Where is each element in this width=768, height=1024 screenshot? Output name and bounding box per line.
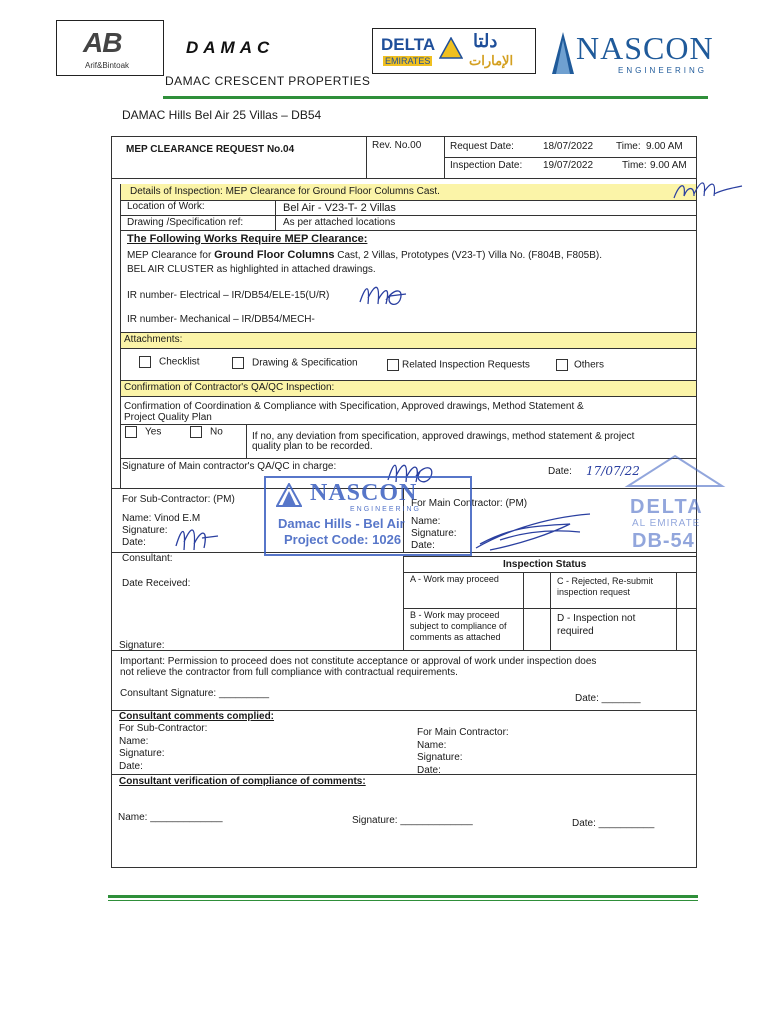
complied-signature: Signature: [119,748,165,759]
inspection-date-label: Inspection Date: [450,160,523,171]
consultant-signature-label: Signature: [119,640,165,651]
main-contractor-label: For Main Contractor: (PM) [411,498,528,509]
drawing-value: As per attached locations [283,217,396,228]
divider [550,572,551,650]
delta-emirates-logo [372,28,536,74]
divider [120,200,697,201]
yes-label: Yes [145,426,162,438]
date-received-label: Date Received: [122,578,191,589]
nascon-logo [552,30,712,78]
no-label: No [210,426,223,438]
nascon-logo-subtext: ENGINEERING [618,66,708,75]
related-checkbox[interactable] [387,359,399,371]
main-contractor-name: Name: [411,516,441,527]
status-c: C - Rejected, Re-submit inspection request [557,576,654,597]
approval-initials [672,176,744,204]
qaqc-date-value: 17/07/22 [586,464,640,478]
delta-logo-ar-sub: الإمارات [469,53,514,68]
others-label: Others [574,359,605,371]
inspection-status-heading: Inspection Status [503,559,587,570]
complied-main-name: Name: [417,740,447,751]
request-date: 18/07/2022 [543,141,594,152]
footer-rule [108,895,698,898]
nascon-triangle-icon [552,32,574,74]
verification-signature[interactable]: Signature: _____________ [352,815,473,826]
inspection-date: 19/07/2022 [543,160,594,171]
complied-main-date: Date: [417,765,441,776]
delta-stamp-line2: AL EMIRATE [632,518,701,529]
status-b: B - Work may proceed subject to compliance of comments as attached [410,610,507,642]
main-contractor-date: Date: [411,540,435,551]
complied-heading: Consultant comments complied: [119,711,275,722]
complied-date: Date: [119,761,143,772]
divider [403,556,697,557]
works-line1 [127,249,602,261]
sub-contractor-name: Name: Vinod E.M [122,513,201,524]
time2-value: 9.00 AM [650,160,687,171]
qaqc-date-label: Date: [548,466,572,477]
divider [120,230,121,332]
delta-stamp-triangle-icon [622,452,728,488]
qaqc-heading: Confirmation of Contractor's QA/QC Inspection: [124,382,335,393]
time1-value: 9.00 AM [646,141,683,152]
ab-logo-text: AB [83,27,122,58]
deviation-line2: quality plan to be recorded. [252,441,373,452]
no-option [190,426,223,438]
works-line2: BEL AIR CLUSTER as highlighted in attached drawings. [127,264,376,275]
divider [120,380,697,381]
divider [403,608,697,609]
attachments-bg [120,332,696,348]
divider [111,178,697,179]
related-label: Related Inspection Requests [402,359,530,371]
nascon-logo-text: NASCON [576,30,714,66]
sub-contractor-signature: Signature: [122,525,168,536]
nascon-stamp-subtext: ENGINEERING [350,506,422,513]
divider [120,332,697,333]
verification-name[interactable]: Name: _____________ [118,812,223,823]
divider [111,774,697,775]
no-checkbox[interactable] [190,426,202,438]
main-contractor-signature-ink [470,504,598,556]
checklist-option [139,356,200,368]
delta-triangle-icon [439,37,463,59]
related-option [387,359,530,371]
consultant-date-field[interactable]: Date: _______ [575,693,641,704]
verification-date[interactable]: Date: __________ [572,818,655,829]
rev-no: Rev. No.00 [372,140,422,151]
delta-stamp [622,452,728,556]
request-title: MEP CLEARANCE REQUEST No.04 [126,144,295,155]
details-heading: Details of Inspection: MEP Clearance for Ground Floor Columns Cast. [130,186,440,197]
checklist-checkbox[interactable] [139,356,151,368]
delta-logo-ar: دلتا [473,31,498,51]
delta-stamp-line3: DB-54 [632,530,695,552]
complied-main-label: For Main Contractor: [417,727,509,738]
divider [246,424,247,458]
divider [120,230,697,231]
location-label: Location of Work: [127,201,205,212]
ir-mechanical: IR number- Mechanical – IR/DB54/MECH- [127,314,315,325]
company-name: DAMAC CRESCENT PROPERTIES [165,74,371,88]
deviation-line1: If no, any deviation from specification, approved drawings, method statement & project [252,431,635,442]
damac-logo: DAMAC [186,38,275,57]
attachments-heading: Attachments: [124,334,183,345]
status-d: D - Inspection not required [557,613,636,637]
project-title: DAMAC Hills Bel Air 25 Villas – DB54 [122,108,322,122]
footer-rule-thin [108,900,698,901]
sub-contractor-label: For Sub-Contractor: (PM) [122,494,235,505]
divider [403,556,404,650]
time1-label: Time: [616,141,641,152]
delta-logo-en-sub: EMIRATES [385,56,431,66]
request-date-label: Request Date: [450,141,514,152]
delta-stamp-line1: DELTA [630,496,704,518]
drawing-option [232,357,358,369]
divider [120,332,121,380]
header-rule [163,96,708,99]
sub-contractor-date: Date: [122,537,146,548]
checklist-label: Checklist [159,356,200,368]
status-a: A - Work may proceed [410,574,499,584]
main-contractor-signature: Signature: [411,528,457,539]
others-checkbox[interactable] [556,359,568,371]
important-line2: not relieve the contractor from full compliance with contractual requirements. [120,667,458,678]
qaqc-signature-label: Signature of Main contractor's QA/QC in charge: [122,461,337,472]
qaqc-line2: Project Quality Plan [124,412,212,423]
stamp-project-line2: Project Code: 1026 [284,532,402,547]
works-line1-c: Cast, 2 Villas, Prototypes (V23-T) Villa No. (F804B, F805B). [334,250,602,261]
nascon-stamp-triangle-icon [276,483,302,507]
important-line1: Important: Permission to proceed does not constitute acceptance or approval of work under inspection does [120,656,597,667]
divider [120,184,121,200]
others-option [556,359,604,371]
divider [120,424,697,425]
works-line1-b: Ground Floor Columns [214,249,335,261]
time2-label: Time: [622,160,647,171]
consultant-label: Consultant: [122,553,173,564]
divider [111,650,697,651]
location-value: Bel Air - V23-T- 2 Villas [283,202,396,214]
sub-contractor-signature-ink [172,520,222,554]
ir-electrical: IR number- Electrical – IR/DB54/ELE-15(U/R) [127,290,330,301]
divider [120,396,697,397]
drawing-label: Drawing /Specification ref: [127,217,244,228]
works-heading: The Following Works Require MEP Clearance: [127,233,368,245]
complied-main-signature: Signature: [417,752,463,763]
divider [120,380,121,488]
nascon-stamp-text: NASCON [310,480,418,506]
drawing-label: Drawing & Specification [252,357,358,369]
divider [120,348,697,349]
complied-sub-label: For Sub-Contractor: [119,723,208,734]
divider [366,136,367,178]
works-line1-a: MEP Clearance for [127,250,215,261]
verification-heading: Consultant verification of compliance of comments: [119,776,366,787]
divider [120,215,697,216]
ab-logo-subtext: Arif&Bintoak [85,61,130,70]
ir-signature [356,280,412,310]
drawing-checkbox[interactable] [232,357,244,369]
delta-logo-en: DELTA [381,35,436,54]
divider [444,157,697,158]
complied-name: Name: [119,736,149,747]
nascon-project-stamp [264,476,472,556]
yes-option [125,426,161,438]
divider [523,572,524,650]
yes-checkbox[interactable] [125,426,137,438]
arif-bintoak-logo [56,20,164,76]
qaqc-line1: Confirmation of Coordination & Compliance with Specification, Approved drawings, Method Statement & [124,401,584,412]
consultant-signature-field[interactable]: Consultant Signature: _________ [120,688,270,699]
divider [676,572,677,650]
stamp-project-line1: Damac Hills - Bel Air [278,516,405,531]
